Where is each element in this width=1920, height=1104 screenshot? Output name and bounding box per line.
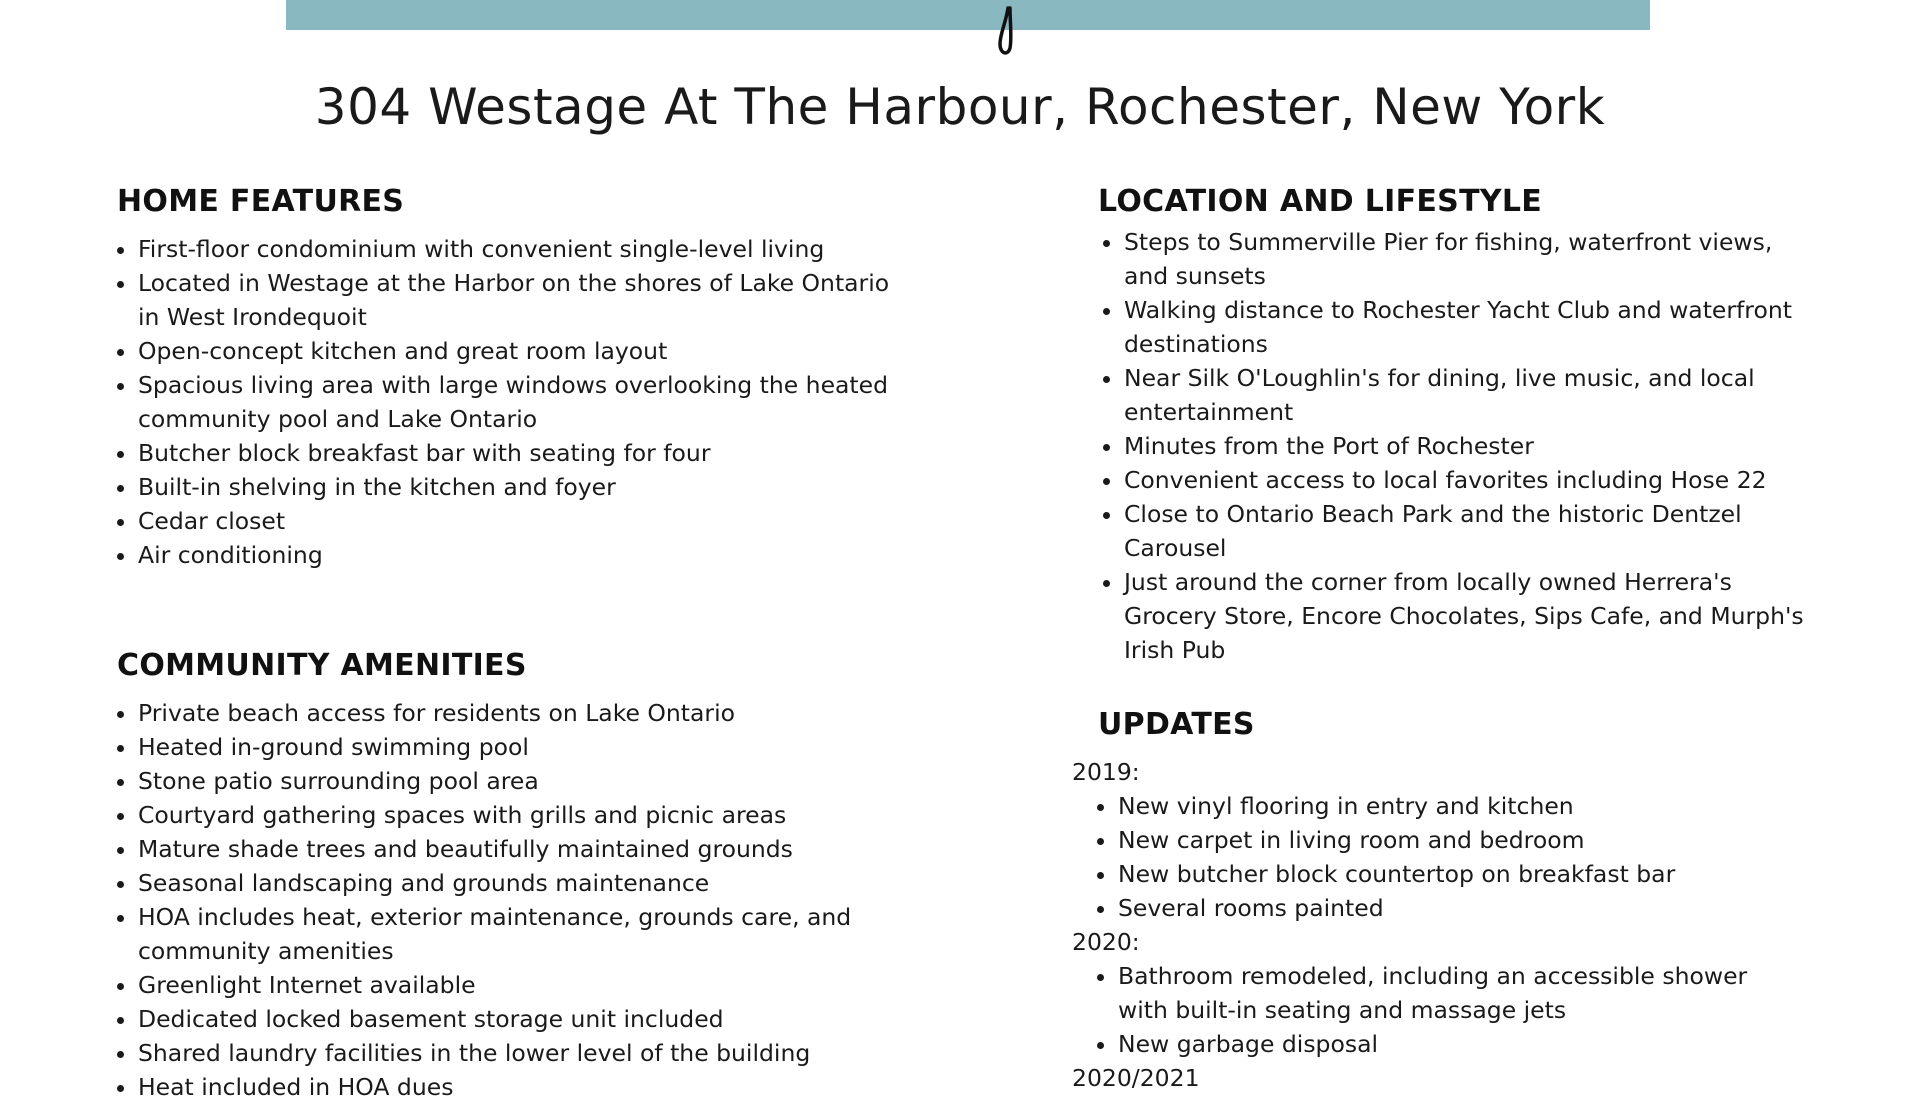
list-item: • Steps to Summerville Pier for fishing, waterfront views, and sunsets — [1124, 225, 1824, 293]
list-item: • Greenlight Internet available — [138, 968, 928, 1002]
list-item: • Several rooms painted — [1118, 891, 1792, 925]
community-amenities-list — [114, 696, 928, 1104]
list-item: • Air conditioning — [138, 538, 898, 572]
list-item: • Close to Ontario Beach Park and the historic Dentzel Carousel — [1124, 497, 1824, 565]
list-item: • Convenient access to local favorites including Hose 22 — [1124, 463, 1824, 497]
list-item: • Heated in-ground swimming pool — [138, 730, 928, 764]
list-item: • Butcher block breakfast bar with seating for four — [138, 436, 898, 470]
list-item: • Dedicated locked basement storage unit included — [138, 1002, 928, 1036]
list-item: • Courtyard gathering spaces with grills and picnic areas — [138, 798, 928, 832]
home-features-heading: HOME FEATURES — [117, 184, 405, 219]
list-item: • New butcher block countertop on breakfast bar — [1118, 857, 1792, 891]
update-year-label: 2020/2021 — [1072, 1064, 1200, 1092]
header-band — [286, 0, 1650, 30]
script-title-fragment — [994, 8, 1020, 56]
list-item: • Minutes from the Port of Rochester — [1124, 429, 1824, 463]
list-item: • Walking distance to Rochester Yacht Club and waterfront destinations — [1124, 293, 1824, 361]
list-item: • Shared laundry facilities in the lower level of the building — [138, 1036, 928, 1070]
location-lifestyle-heading: LOCATION AND LIFESTYLE — [1098, 184, 1543, 219]
property-address: 304 Westage At The Harbour, Rochester, New York — [314, 78, 1606, 136]
list-item: • Private beach access for residents on Lake Ontario — [138, 696, 928, 730]
list-item: • Stone patio surrounding pool area — [138, 764, 928, 798]
list-item: • Seasonal landscaping and grounds maintenance — [138, 866, 928, 900]
list-item: • New carpet in living room and bedroom — [1118, 823, 1792, 857]
update-year-label: 2019: — [1072, 758, 1140, 786]
list-item: • Bathroom remodeled, including an accessible shower with built-in seating and massage jets — [1118, 959, 1792, 1027]
community-amenities-heading: COMMUNITY AMENITIES — [117, 648, 527, 683]
updates-section — [1072, 755, 1792, 1095]
list-item: • Located in Westage at the Harbor on the shores of Lake Ontario in West Irondequoit — [138, 266, 898, 334]
update-year-label: 2020: — [1072, 928, 1140, 956]
list-item: • First-floor condominium with convenient single-level living — [138, 232, 898, 266]
list-item: • Open-concept kitchen and great room layout — [138, 334, 898, 368]
list-item: • New garbage disposal — [1118, 1027, 1792, 1061]
list-item: • Built-in shelving in the kitchen and foyer — [138, 470, 898, 504]
update-list — [1072, 789, 1792, 925]
list-item: • New vinyl flooring in entry and kitchen — [1118, 789, 1792, 823]
list-item: • Near Silk O'Loughlin's for dining, live music, and local entertainment — [1124, 361, 1824, 429]
list-item: • HOA includes heat, exterior maintenance, grounds care, and community amenities — [138, 900, 928, 968]
update-list — [1072, 959, 1792, 1061]
home-features-list — [114, 232, 898, 572]
location-lifestyle-list — [1100, 225, 1824, 667]
list-item: • Spacious living area with large windows overlooking the heated community pool and Lake Ontario — [138, 368, 898, 436]
list-item: • Mature shade trees and beautifully maintained grounds — [138, 832, 928, 866]
list-item: • Heat included in HOA dues — [138, 1070, 928, 1104]
updates-heading: UPDATES — [1098, 707, 1255, 742]
list-item: • Cedar closet — [138, 504, 898, 538]
list-item: • Just around the corner from locally owned Herrera's Grocery Store, Encore Chocolates, Sips Cafe, and Murph's Irish Pub — [1124, 565, 1824, 667]
